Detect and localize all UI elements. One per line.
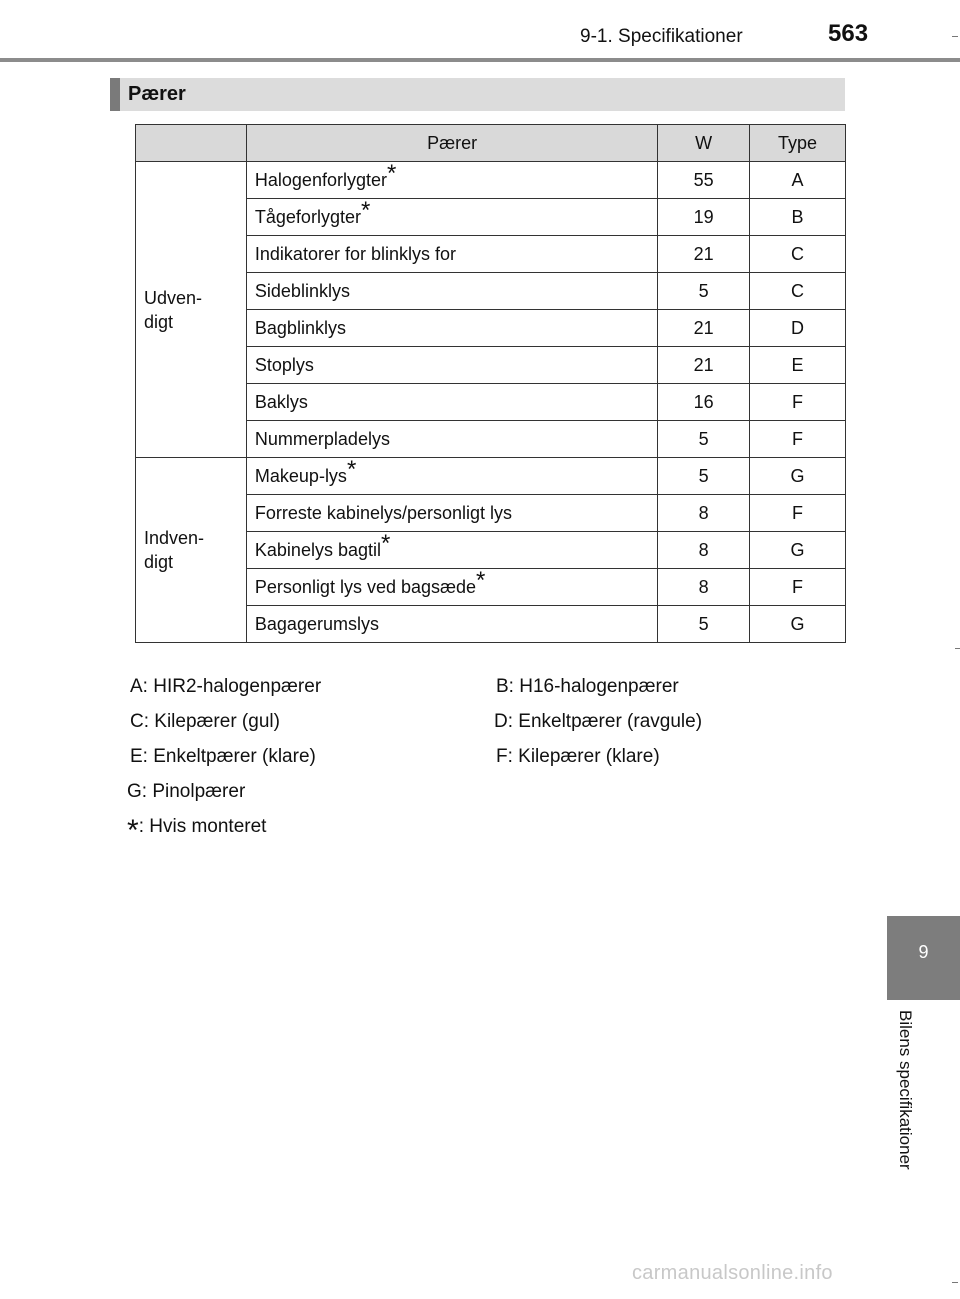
chapter-number: 9 [918,942,929,962]
footnote-marker: * [381,529,391,557]
watt-cell: 21 [658,347,750,384]
watt-cell: 8 [658,532,750,569]
bulb-name-cell [246,455,657,495]
bulb-name: Tågeforlygter [254,206,361,227]
watt-cell: 21 [658,236,750,273]
bulb-name: Forreste kabinelys/personligt lys [254,502,513,523]
type-cell: F [750,384,846,421]
type-cell: F [750,495,846,532]
table-row [136,162,846,199]
watt-cell: 8 [658,569,750,606]
type-cell: G [750,458,846,495]
type-cell: C [750,236,846,273]
type-cell: F [750,421,846,458]
bulb-name: Kabinelys bagtil [254,539,381,560]
bulb-spec-table [135,124,846,643]
footnote-marker: * [360,196,371,224]
type-cell: B [750,199,846,236]
type-cell: E [750,347,846,384]
bulb-name: Bagagerumslys [254,613,379,634]
legend-f: F: Kilepærer (klare) [496,746,660,767]
watermark: carmanualsonline.info [632,1262,833,1284]
watt-cell: 19 [658,199,750,236]
bulb-name-cell [246,310,657,347]
legend-d: D: Enkeltpærer (ravgule) [494,711,703,732]
type-cell: F [750,569,846,606]
bulb-name: Personligt lys ved bagsæde [254,576,477,597]
group-label-line: digt [144,552,174,572]
footnote-marker: * [476,566,486,594]
footnote-text: : Hvis monteret [138,816,267,837]
bulb-name-cell [246,384,657,421]
watt-cell: 55 [658,162,750,199]
group-label-line: Indven- [144,528,205,548]
bulb-name: Nummerpladelys [254,428,390,449]
watt-cell: 21 [658,310,750,347]
watt-cell: 5 [658,273,750,310]
chapter-tab [887,916,960,1000]
legend-a: A: HIR2-halogenpærer [130,676,322,697]
bulb-name: Stoplys [254,354,314,375]
bulb-name-cell [246,159,657,199]
type-cell: A [750,162,846,199]
watt-cell: 5 [658,421,750,458]
footnote-star: * [127,814,139,847]
bulb-name-cell [246,196,657,236]
chapter-label: Bilens specifikationer [896,1010,915,1170]
legend-g: G: Pinolpærer [127,781,246,802]
group-label-line: Udven- [144,287,203,308]
type-cell: D [750,310,846,347]
bulb-name-cell [246,236,657,273]
bulb-name-cell [246,495,657,532]
watt-cell: 8 [658,495,750,532]
bulb-name-cell [246,421,657,458]
table-body [136,159,846,643]
bulb-name-cell [246,273,657,310]
header-cell-watt: W [658,125,750,162]
bulb-name: Sideblinklys [254,280,350,301]
type-cell: C [750,273,846,310]
footnote-marker: * [346,455,357,483]
legend-e: E: Enkeltpærer (klare) [130,746,316,767]
bulb-name: Makeup-lys [254,465,347,486]
table-row [136,458,846,495]
crop-mark [952,1282,958,1283]
header-rule [0,58,960,62]
watt-cell: 5 [658,606,750,643]
header-cell-bulb: Pærer [246,125,657,162]
group-label-cell [136,458,247,643]
bulb-name: Halogenforlygter [254,169,387,190]
running-header-title: 9-1. Specifikationer [580,26,743,47]
bulb-name-cell [246,347,657,384]
bulb-name-cell [246,566,657,606]
table-header-row [136,125,846,162]
type-cell: G [750,532,846,569]
page-number: 563 [828,20,869,47]
watt-cell: 16 [658,384,750,421]
crop-mark [955,648,960,649]
legend-c: C: Kilepærer (gul) [130,711,280,732]
bulb-name: Bagblinklys [254,317,346,338]
legend-b: B: H16-halogenpærer [496,676,679,697]
crop-mark [952,36,958,37]
footnote [127,814,267,847]
section-title: Pærer [128,83,186,105]
watt-cell: 5 [658,458,750,495]
type-cell: G [750,606,846,643]
header-cell-type: Type [750,125,846,162]
bulb-name: Baklys [254,391,308,412]
bulb-name-cell [246,606,657,643]
footnote-marker: * [386,159,397,187]
bulb-name-cell [246,529,657,569]
group-label-cell [136,162,247,458]
bulb-name: Indikatorer for blinklys for [254,243,456,264]
header-cell-group [136,125,247,162]
section-heading-bar [110,78,845,111]
group-label-line: digt [144,311,174,332]
